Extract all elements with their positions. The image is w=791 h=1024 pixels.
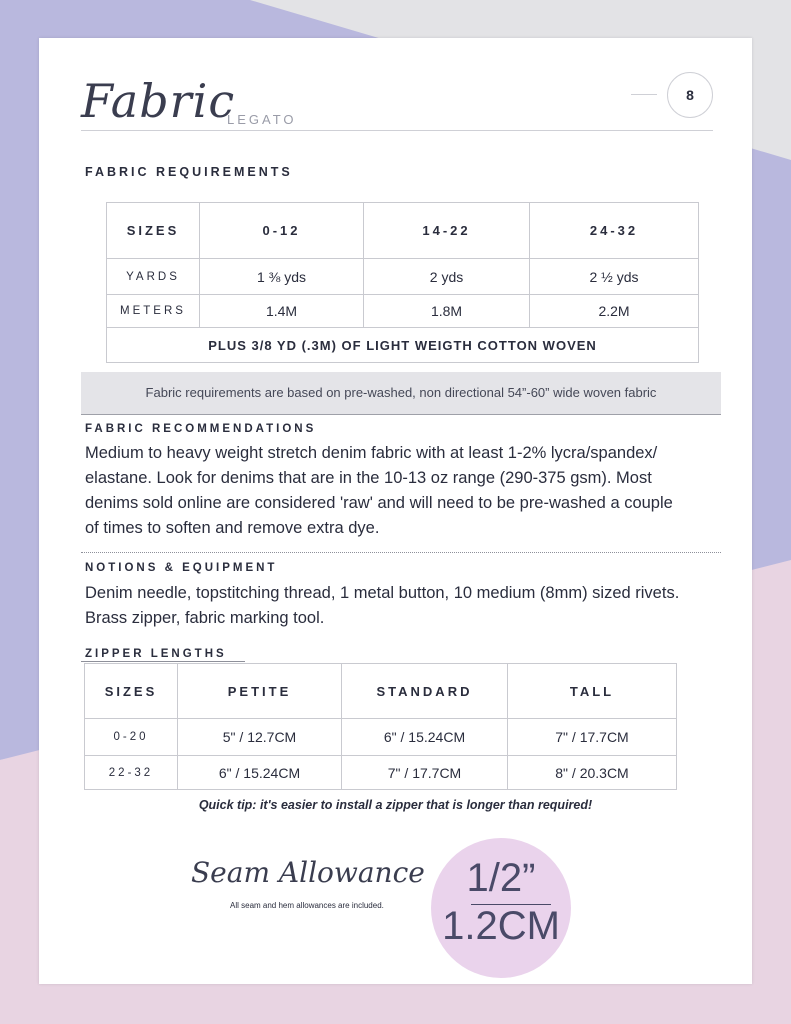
table-cell: 2 yds xyxy=(364,259,530,295)
section-divider xyxy=(81,661,245,662)
notions-text xyxy=(85,581,679,631)
fabric-requirements-table xyxy=(106,202,699,363)
table-cell: 5" / 12.7CM xyxy=(178,719,342,756)
table-row xyxy=(85,719,677,756)
document-page xyxy=(39,38,752,984)
table-cell: 8" / 20.3CM xyxy=(508,756,677,790)
text-line: of times to soften and remove extra dye. xyxy=(85,519,380,537)
table-cell: 2.2M xyxy=(530,295,699,328)
row-label: 0-20 xyxy=(85,719,178,756)
seam-allowance-title: Seam Allowance xyxy=(191,856,425,889)
fabric-requirements-heading: FABRIC REQUIREMENTS xyxy=(85,165,293,179)
table-cell: 1.8M xyxy=(364,295,530,328)
page-number: 8 xyxy=(667,72,713,118)
header-cell: SIZES xyxy=(107,203,200,259)
seam-allowance-note: All seam and hem allowances are included. xyxy=(230,901,384,910)
header-cell: 14-22 xyxy=(364,203,530,259)
table-cell: 7" / 17.7CM xyxy=(342,756,508,790)
header-cell: 24-32 xyxy=(530,203,699,259)
row-label: 22-32 xyxy=(85,756,178,790)
table-cell: 1.4M xyxy=(200,295,364,328)
page-number-dash xyxy=(631,94,657,95)
table-cell: 6" / 15.24CM xyxy=(342,719,508,756)
text-line: denims sold online are considered 'raw' and will need to be pre-washed a couple xyxy=(85,494,673,512)
row-label: METERS xyxy=(107,295,200,328)
header-cell: PETITE xyxy=(178,664,342,719)
table-row xyxy=(107,295,699,328)
table-cell: 7" / 17.7CM xyxy=(508,719,677,756)
lining-note: PLUS 3/8 YD (.3M) OF LIGHT WEIGTH COTTON WOVEN xyxy=(107,328,699,363)
section-divider xyxy=(81,552,721,553)
fabric-recommendations-heading: FABRIC RECOMMENDATIONS xyxy=(85,423,317,435)
table-cell: 6" / 15.24CM xyxy=(178,756,342,790)
pattern-name: LEGATO xyxy=(227,112,297,127)
header-cell: TALL xyxy=(508,664,677,719)
zipper-quick-tip: Quick tip: it's easier to install a zipper that is longer than required! xyxy=(198,798,593,812)
text-line: Medium to heavy weight stretch denim fabric with at least 1-2% lycra/spandex/ xyxy=(85,444,658,462)
text-line: Brass zipper, fabric marking tool. xyxy=(85,609,325,627)
text-line: Denim needle, topstitching thread, 1 metal button, 10 medium (8mm) sized rivets. xyxy=(85,584,680,602)
text-line: elastane. Look for denims that are in the 10-13 oz range (290-375 gsm). Most xyxy=(85,469,652,487)
header-cell: STANDARD xyxy=(342,664,508,719)
header-cell: SIZES xyxy=(85,664,178,719)
fabric-recommendations-text xyxy=(85,441,673,541)
table-cell: 1 ⅜ yds xyxy=(200,259,364,295)
zipper-lengths-table xyxy=(84,663,677,790)
notions-heading: NOTIONS & EQUIPMENT xyxy=(85,562,278,574)
row-label: YARDS xyxy=(107,259,200,295)
table-header-row xyxy=(85,664,677,719)
table-header-row xyxy=(107,203,699,259)
table-row xyxy=(85,756,677,790)
table-cell: 2 ½ yds xyxy=(530,259,699,295)
header-divider xyxy=(81,130,713,131)
page-title: Fabric xyxy=(81,74,236,128)
header-cell: 0-12 xyxy=(200,203,364,259)
seam-allowance-imperial: 1/2” xyxy=(466,856,536,900)
table-footer-row xyxy=(107,328,699,363)
fabric-requirements-note: Fabric requirements are based on pre-washed, non directional 54”-60” wide woven fabric xyxy=(81,372,721,415)
seam-allowance-metric: 1.2CM xyxy=(442,904,560,948)
table-row xyxy=(107,259,699,295)
zipper-lengths-heading: ZIPPER LENGTHS xyxy=(85,648,227,660)
